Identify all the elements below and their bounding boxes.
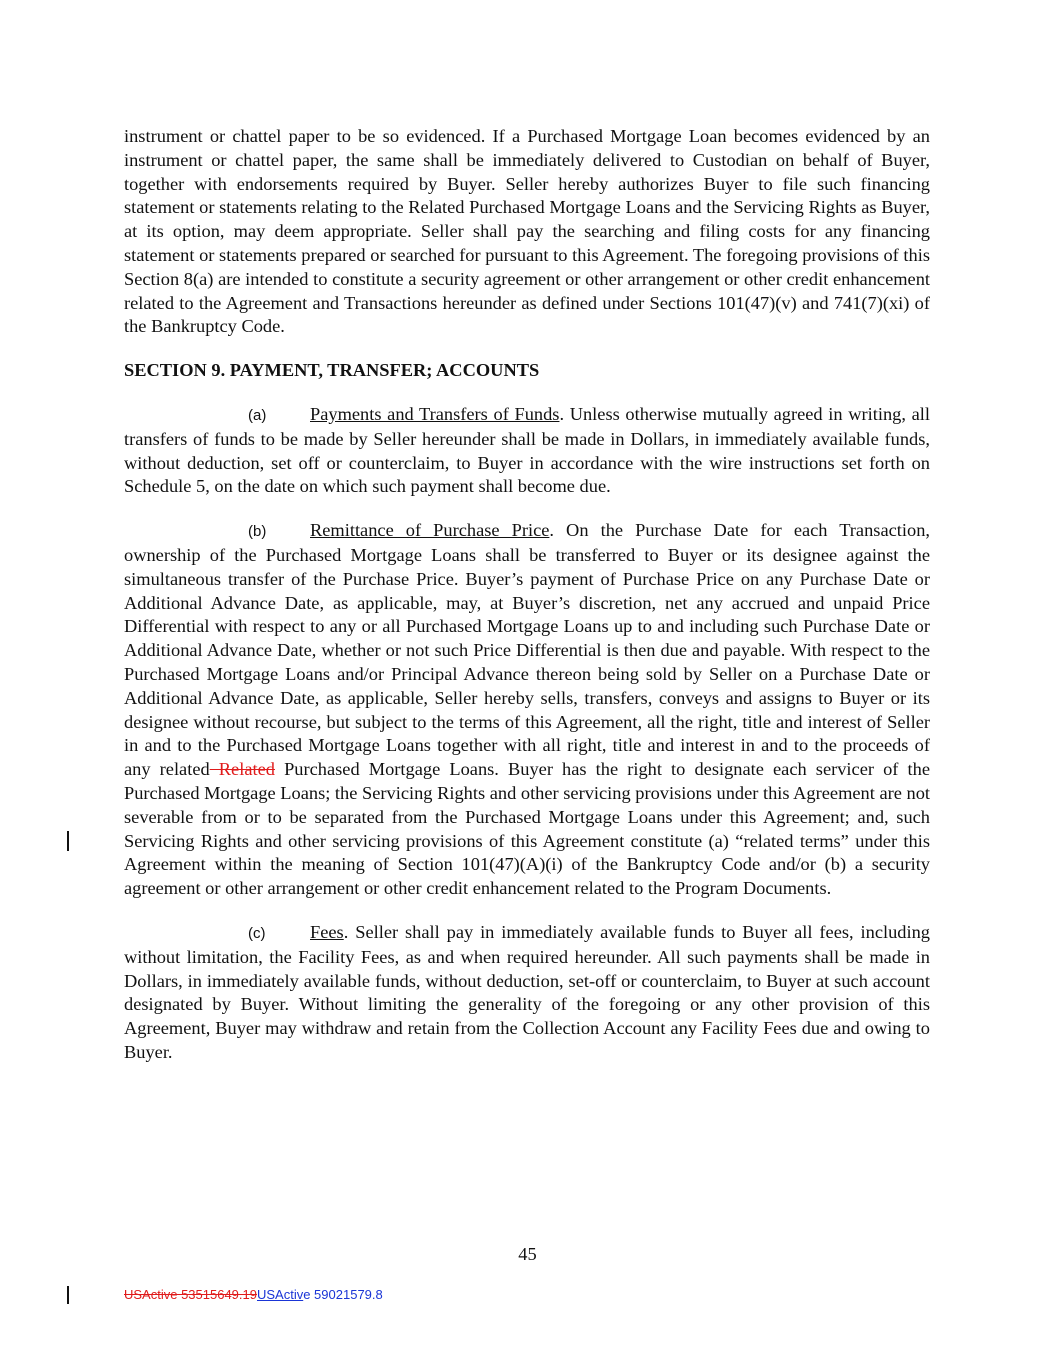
document-body (124, 125, 930, 1065)
deleted-text: Related (209, 759, 275, 780)
paragraph-c-body: . Seller shall pay in immediately available funds to Buyer all fees, including without limitation, the Facility Fees, as and when required hereunder. All such payments shall be made in Dollars, in immediately available funds, without deduction, set-off or counterclaim, to Buyer at such account designated by Buyer. Without limiting the generality of the foregoing or any other provision of this Agreement, Buyer may withdraw and retain from the Collection Account any Facility Fees due and owing to Buyer. (124, 921, 930, 1062)
change-bar-footer (67, 1286, 69, 1304)
paragraph-c (124, 921, 930, 1065)
paragraph-b-label: (b) (248, 523, 267, 541)
page-number: 45 (518, 1244, 537, 1264)
footer-inserted-prefix: USActiv (256, 1287, 304, 1302)
footer-deleted-id: USActive 53515649.19 (124, 1287, 257, 1302)
section-heading: SECTION 9. PAYMENT, TRANSFER; ACCOUNTS (124, 360, 540, 381)
paragraph-c-label: (c) (248, 924, 266, 942)
document-id-footer (124, 1287, 383, 1302)
footer-inserted-id: e 59021579.8 (303, 1287, 383, 1302)
paragraph-a-label: (a) (248, 406, 267, 424)
paragraph-a-title: Payments and Transfers of Funds (310, 403, 560, 424)
paragraph-b (124, 519, 930, 901)
paragraph-a-body: . Unless otherwise mutually agreed in writing, all transfers of funds to be made by Seller hereunder shall be made in Dollars, in immediately available funds, without deduction, set off or counterclaim, to Buyer in accordance with the wire instructions set forth on Schedule 5, on the date on which such payment shall become due. (124, 403, 930, 497)
paragraph-b-body-2: Purchased Mortgage Loans. Buyer has the right to designate each servicer of the Purchased Mortgage Loans; the Servicing Rights and other servicing provisions under this Agreement are not severable from or to be separated from the Purchased Mortgage Loans under this Agreement; and, such Servicing Rights and other servicing provisions of this Agreement constitute (a) “related terms” under this Agreement within the meaning of Section 101(47)(A)(i) of the Bankruptcy Code and/or (b) a security agreement or other arrangement or other credit enhancement related to the Program Documents. (124, 759, 930, 899)
paragraph-a (124, 403, 930, 499)
paragraph-b-body-1: . On the Purchase Date for each Transaction, ownership of the Purchased Mortgage Loans shall be transferred to Buyer or its designee against the simultaneous transfer of the Purchase Price. Buyer’s payment of Purchase Price on any Purchase Date or Additional Advance Date, as applicable, may, at Buyer’s discretion, net any accrued and unpaid Price Differential with respect to any or all Purchased Mortgage Loans up to and including such Purchase Date or Additional Advance Date, whether or not such Price Differential is then due and payable. With respect to the Purchased Mortgage Loans and/or Principal Advance thereon being sold by Seller on a Purchase Date or Additional Advance Date, as applicable, Seller hereby sells, transfers, conveys and assigns to Buyer or its designee without recourse, but subject to the terms of this Agreement, all the right, title and interest of Seller in and to the Purchased Mortgage Loans together with all right, title and interest in and to the proceeds of any related (124, 520, 930, 780)
change-bar (67, 831, 69, 851)
paragraph-b-title: Remittance of Purchase Price (310, 520, 550, 541)
intro-paragraph: instrument or chattel paper to be so evidenced. If a Purchased Mortgage Loan becomes evidenced by an instrument or chattel paper, the same shall be immediately delivered to Custodian on behalf of Buyer, together with endorsements required by Buyer. Seller hereby authorizes Buyer to file such financing statement or statements relating to the Related Purchased Mortgage Loans and the Servicing Rights as Buyer, at its option, may deem appropriate. Seller shall pay the searching and filing costs for any financing statement or statements prepared or searched for pursuant to this Agreement. The foregoing provisions of this Section 8(a) are intended to constitute a security agreement or other arrangement or other credit enhancement related to the Agreement and Transactions hereunder as defined under Sections 101(47)(v) and 741(7)(xi) of the Bankruptcy Code. (124, 126, 930, 337)
paragraph-c-title: Fees (310, 921, 344, 942)
